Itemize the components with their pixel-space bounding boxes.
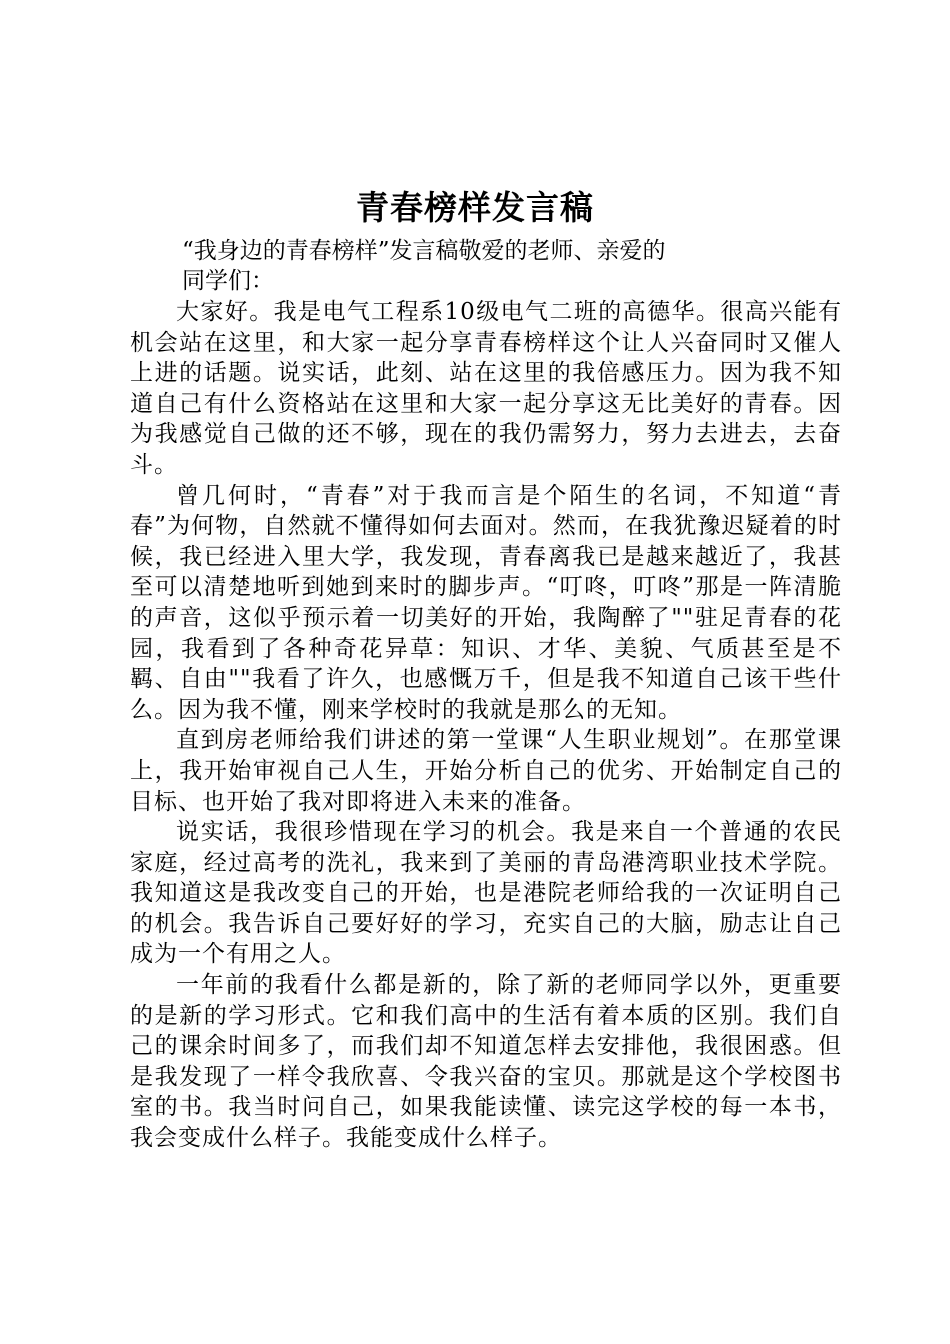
paragraph: 直到房老师给我们讲述的第一堂课“人生职业规划”。在那堂课上，我开始审视自己人生，开始分析自己的优劣、开始制定自己的目标、也开始了我对即将进入未来的准备。 (130, 727, 842, 815)
intro-line-1: “我身边的青春榜样”发言稿敬爱的老师、亲爱的 (182, 238, 666, 264)
paragraph: 说实话，我很珍惜现在学习的机会。我是来自一个普通的农民家庭，经过高考的洗礼，我来到了美丽的青岛港湾职业技术学院。我知道这是我改变自己的开始，也是港院老师给我的一次证明自己的机会。我告诉自己要好好的学习，充实自己的大脑，励志让自己成为一个有用之人。 (130, 819, 842, 968)
paragraph: 大家好。我是电气工程系10级电气二班的高德华。很高兴能有机会站在这里，和大家一起分享青春榜样这个让人兴奋同时又催人上进的话题。说实话，此刻、站在这里的我倍感压力。因为我不知道自己有什么资格站在这里和大家一起分享这无比美好的青春。因为我感觉自己做的还不够，现在的我仍需努力，努力去进去，去奋斗。 (130, 299, 842, 478)
paragraph: 曾几何时，“青春”对于我而言是个陌生的名词，不知道“青春”为何物，自然就不懂得如何去面对。然而，在我犹豫迟疑着的时候，我已经进入里大学，我发现，青春离我已是越来越近了，我甚至可以清楚地听到她到来时的脚步声。“叮咚，叮咚”那是一阵清脆的声音，这似乎预示着一切美好的开始，我陶醉了""驻足青春的花园，我看到了各种奇花异草：知识、才华、美貌、气质甚至是不羁、自由""我看了许久，也感慨万千，但是我不知道自己该干些什么。因为我不懂，刚来学校时的我就是那么的无知。 (130, 482, 842, 723)
paragraph: 一年前的我看什么都是新的，除了新的老师同学以外，更重要的是新的学习形式。它和我们高中的生活有着本质的区别。我们自己的课余时间多了，而我们却不知道怎样去安排他，我很困惑。但是我发现了一样令我欣喜、令我兴奋的宝贝。那就是这个学校图书室的书。我当时问自己，如果我能读懂、读完这学校的每一本书，我会变成什么样子。我能变成什么样子。 (130, 972, 842, 1152)
intro-line-2: 同学们： (182, 268, 274, 294)
document-title: 青春榜样发言稿 (356, 188, 594, 227)
speech-body (130, 297, 842, 1154)
speech-intro (182, 236, 802, 296)
